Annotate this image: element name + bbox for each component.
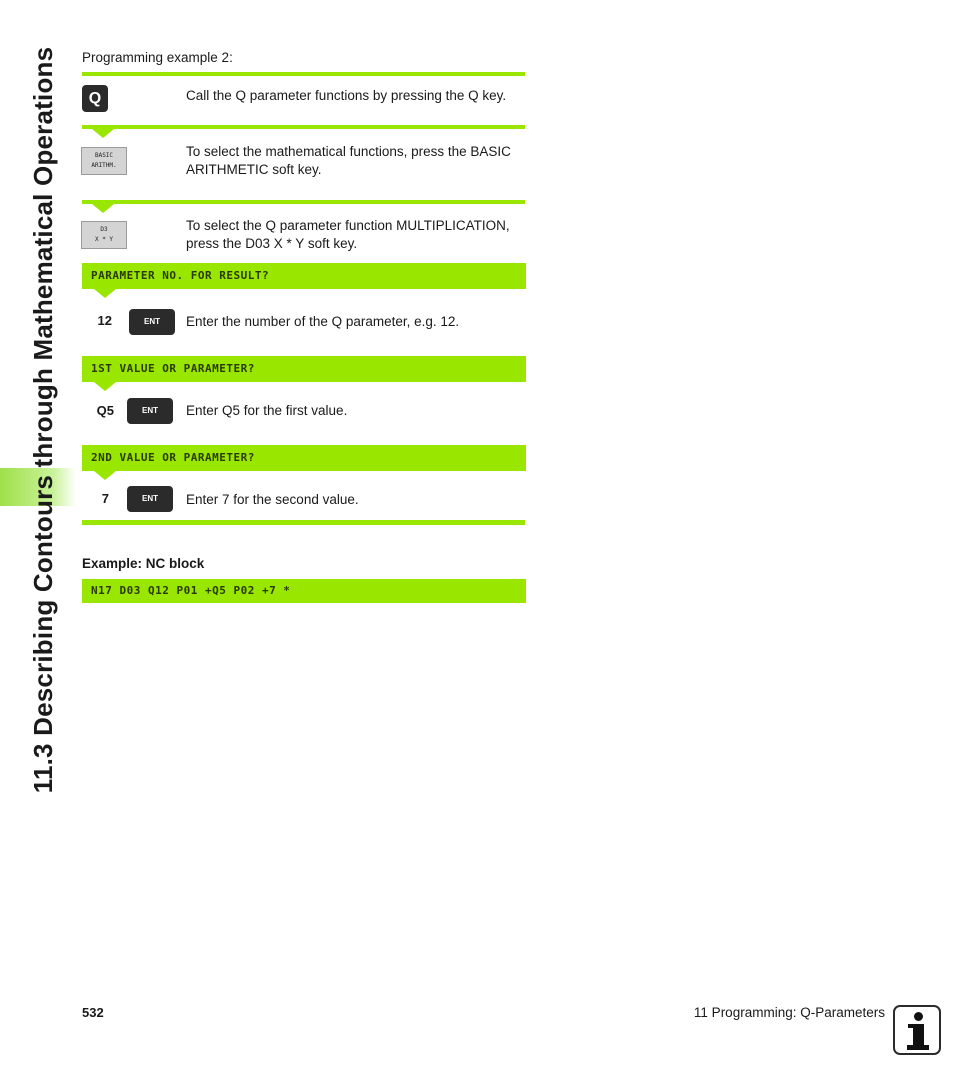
ent-key-icon: ENT xyxy=(129,309,175,335)
divider xyxy=(82,200,525,204)
step-text: Call the Q parameter functions by pressing the Q key. xyxy=(186,88,507,103)
q-key-icon: Q xyxy=(82,85,108,112)
multiplication-softkey xyxy=(81,221,127,249)
info-icon xyxy=(893,1005,941,1055)
step-text: To select the mathematical functions, press the BASIC ARITHMETIC soft key. xyxy=(186,144,511,177)
arrow-marker xyxy=(94,382,116,391)
divider xyxy=(82,72,525,76)
nc-block-code: N17 D03 Q12 P01 +Q5 P02 +7 * xyxy=(82,579,526,603)
divider xyxy=(82,125,525,129)
ent-key-icon: ENT xyxy=(127,398,173,424)
input-value: Q5 xyxy=(96,403,114,418)
arrow-marker xyxy=(92,204,114,213)
softkey-line: X * Y xyxy=(94,236,114,243)
section-title: 11.3 Describing Contours through Mathematical Operations xyxy=(28,46,58,794)
step-text: Enter 7 for the second value. xyxy=(186,492,359,507)
dialog-prompt: 2ND VALUE OR PARAMETER? xyxy=(82,445,526,471)
arrow-marker xyxy=(94,471,116,480)
dialog-prompt: PARAMETER NO. FOR RESULT? xyxy=(82,263,526,289)
step-text: Enter the number of the Q parameter, e.g. 12. xyxy=(186,314,460,329)
basic-arithmetic-softkey xyxy=(81,147,127,175)
divider xyxy=(82,520,525,525)
chapter-footer: 11 Programming: Q-Parameters xyxy=(693,1005,885,1020)
dialog-prompt: 1ST VALUE OR PARAMETER? xyxy=(82,356,526,382)
ent-key-icon: ENT xyxy=(127,486,173,512)
example-heading: Example: NC block xyxy=(82,556,205,571)
intro-text: Programming example 2: xyxy=(82,50,233,65)
softkey-line: D3 xyxy=(100,226,108,233)
arrow-marker xyxy=(92,129,114,138)
step-text: Enter Q5 for the first value. xyxy=(186,403,348,418)
input-value: 7 xyxy=(101,491,109,506)
softkey-line: BASIC xyxy=(94,152,114,159)
page-number: 532 xyxy=(82,1005,104,1020)
arrow-marker xyxy=(94,289,116,298)
softkey-line: ARITHM. xyxy=(91,162,117,169)
input-value: 12 xyxy=(97,313,112,328)
step-text: To select the Q parameter function MULTIPLICATION, press the D03 X * Y soft key. xyxy=(186,218,510,251)
